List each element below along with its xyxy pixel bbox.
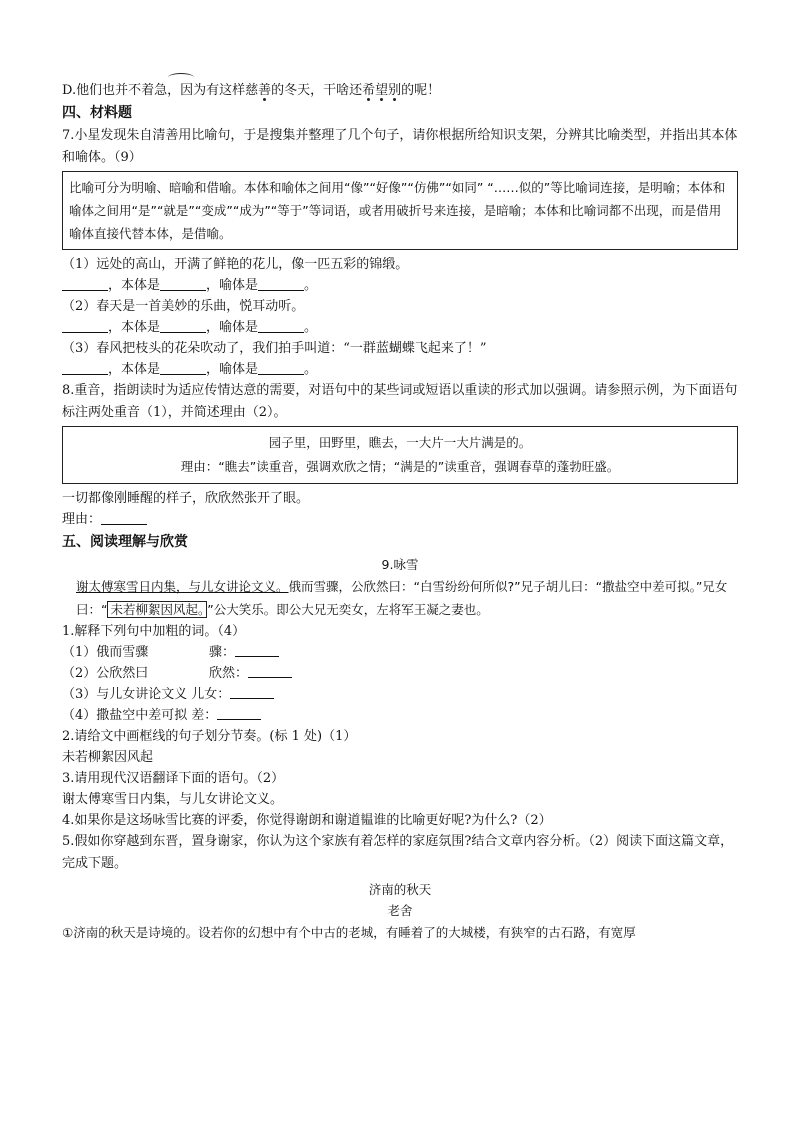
answer-blank[interactable] — [235, 642, 279, 657]
q7-item-1: （1）远处的高山，开满了鲜艳的花儿，像一匹五彩的锦缎。 — [62, 257, 409, 272]
question-9-1: 1.解释下列句中加粗的词。（4） — [62, 624, 246, 639]
definition-row: （1）俄而雪骤 骤： — [62, 642, 738, 663]
question-9-4: 4.如果你是这场咏雪比赛的评委，你觉得谢朗和谢道韫谁的比喻更好呢?为什么?（2） — [62, 813, 552, 828]
article-author: 老舍 — [387, 903, 413, 918]
poem-title: 9.咏雪 — [381, 557, 419, 572]
dotted-char: 希 — [362, 83, 376, 98]
question-9-5: 5.假如你穿越到东晋，置身谢家，你认为这个家族有着怎样的家庭氛围?结合文章内容分析。（2）阅读下面这篇文章，完成下题。 — [62, 834, 734, 871]
q7-answer-1: ，本体是 ，喻体是 。 — [62, 275, 738, 296]
document-page — [62, 80, 738, 944]
answer-blank[interactable] — [258, 318, 304, 333]
answer-blank[interactable] — [230, 684, 274, 699]
definition-row: （3）与儿女讲论文义 儿女： — [62, 684, 738, 705]
poem-passage: 谢太傅寒雪日内集，与儿女讲论文义。俄而雪骤，公欣然曰：“白雪纷纷何所似?”兄子胡儿曰：“撒盐空中差可拟。”兄女曰：“ 未若柳絮因风起。 ”公大笑乐。即公大兄无奕女，左将军王凝之妻也。 — [76, 579, 728, 617]
q7-item-3: （3）春风把枝头的花朵吹动了，我们拍手叫道：“一群蓝蝴蝶飞起来了！” — [62, 341, 487, 356]
dotted-char: 望 — [375, 83, 389, 98]
answer-blank[interactable] — [62, 276, 108, 291]
underlined-sentence: 谢太傅寒雪日内集，与儿女讲论文义。 — [76, 579, 289, 594]
example-reason: 理由：“瞧去”读重音，强调欢欣之情；“满是的”读重音，强调春草的蓬勃旺盛。 — [180, 459, 620, 474]
answer-blank[interactable] — [62, 360, 108, 375]
q8-sentence: 一切都像刚睡醒的样子，欣欣然张开了眼。 — [62, 491, 310, 506]
question-7: 7.小星发现朱自清善用比喻句，于是搜集并整理了几个句子，请你根据所给知识支架，分辨其比喻类型，并指出其本体和喻体。（9） — [62, 128, 738, 165]
example-sentence: 园子里，田野里，瞧去，一大片一大片满是的。 — [268, 435, 532, 450]
section-5-title: 五、阅读理解与欣赏 — [62, 534, 188, 550]
answer-blank[interactable] — [160, 360, 206, 375]
answer-blank[interactable] — [217, 705, 261, 720]
answer-blank[interactable] — [62, 318, 108, 333]
answer-blank[interactable] — [160, 276, 206, 291]
answer-blank[interactable] — [160, 318, 206, 333]
q8-reason: 理由： — [62, 509, 738, 530]
q3-sentence: 谢太傅寒雪日内集，与儿女讲论文义。 — [62, 792, 284, 807]
definition-row: （4）撒盐空中差可拟 差： — [62, 705, 738, 726]
q7-answer-3: ，本体是 ，喻体是 。 — [62, 359, 738, 380]
q2-sentence: 未若柳絮因风起 — [62, 750, 154, 765]
example-box — [62, 426, 738, 484]
answer-blank[interactable] — [248, 663, 292, 678]
answer-blank[interactable] — [101, 510, 147, 525]
answer-blank[interactable] — [258, 276, 304, 291]
dotted-char: 善 — [258, 83, 272, 98]
answer-blank[interactable] — [258, 360, 304, 375]
option-d: D.他们也并不着急，因为有这样慈善的冬天，干啥还希望别的呢！ — [62, 80, 738, 101]
section-4-title: 四、材料题 — [62, 105, 132, 121]
framed-sentence: 未若柳絮因风起。 — [107, 601, 207, 618]
q7-answer-2: ，本体是 ，喻体是 。 — [62, 317, 738, 338]
knowledge-box: 比喻可分为明喻、暗喻和借喻。本体和喻体之间用“像”“好像”“仿佛”“如同” “……似的”等比喻词连接，是明喻；本体和喻体之间用“是”“就是”“变成”“成为”“等于”等词语，或者用破折号来连接，是暗喻；本体和比喻词都不出现，而是借用喻体直接代替本体，是借喻。 — [62, 171, 738, 250]
article-title: 济南的秋天 — [368, 882, 432, 897]
question-8: 8.重音，指朗读时为适应传情达意的需要，对语句中的某些词或短语以重读的形式加以强调。请参照示例，为下面语句标注两处重音（1），并简述理由（2）。 — [62, 383, 738, 420]
question-9-3: 3.请用现代汉语翻译下面的语句。（2） — [62, 771, 285, 786]
stress-arc-mark — [168, 73, 194, 82]
dotted-char: 别 — [388, 83, 402, 98]
q7-item-2: （2）春天是一首美妙的乐曲，悦耳动听。 — [62, 299, 305, 314]
question-9-2: 2.请给文中画框线的句子划分节奏。(标 1 处)（1） — [62, 729, 357, 744]
article-paragraph-1: ①济南的秋天是诗境的。设若你的幻想中有个中古的老城，有睡着了的大城楼，有狭窄的古石路，有宽厚 — [62, 925, 636, 940]
definition-row: （2）公欣然曰 欣然： — [62, 663, 738, 684]
